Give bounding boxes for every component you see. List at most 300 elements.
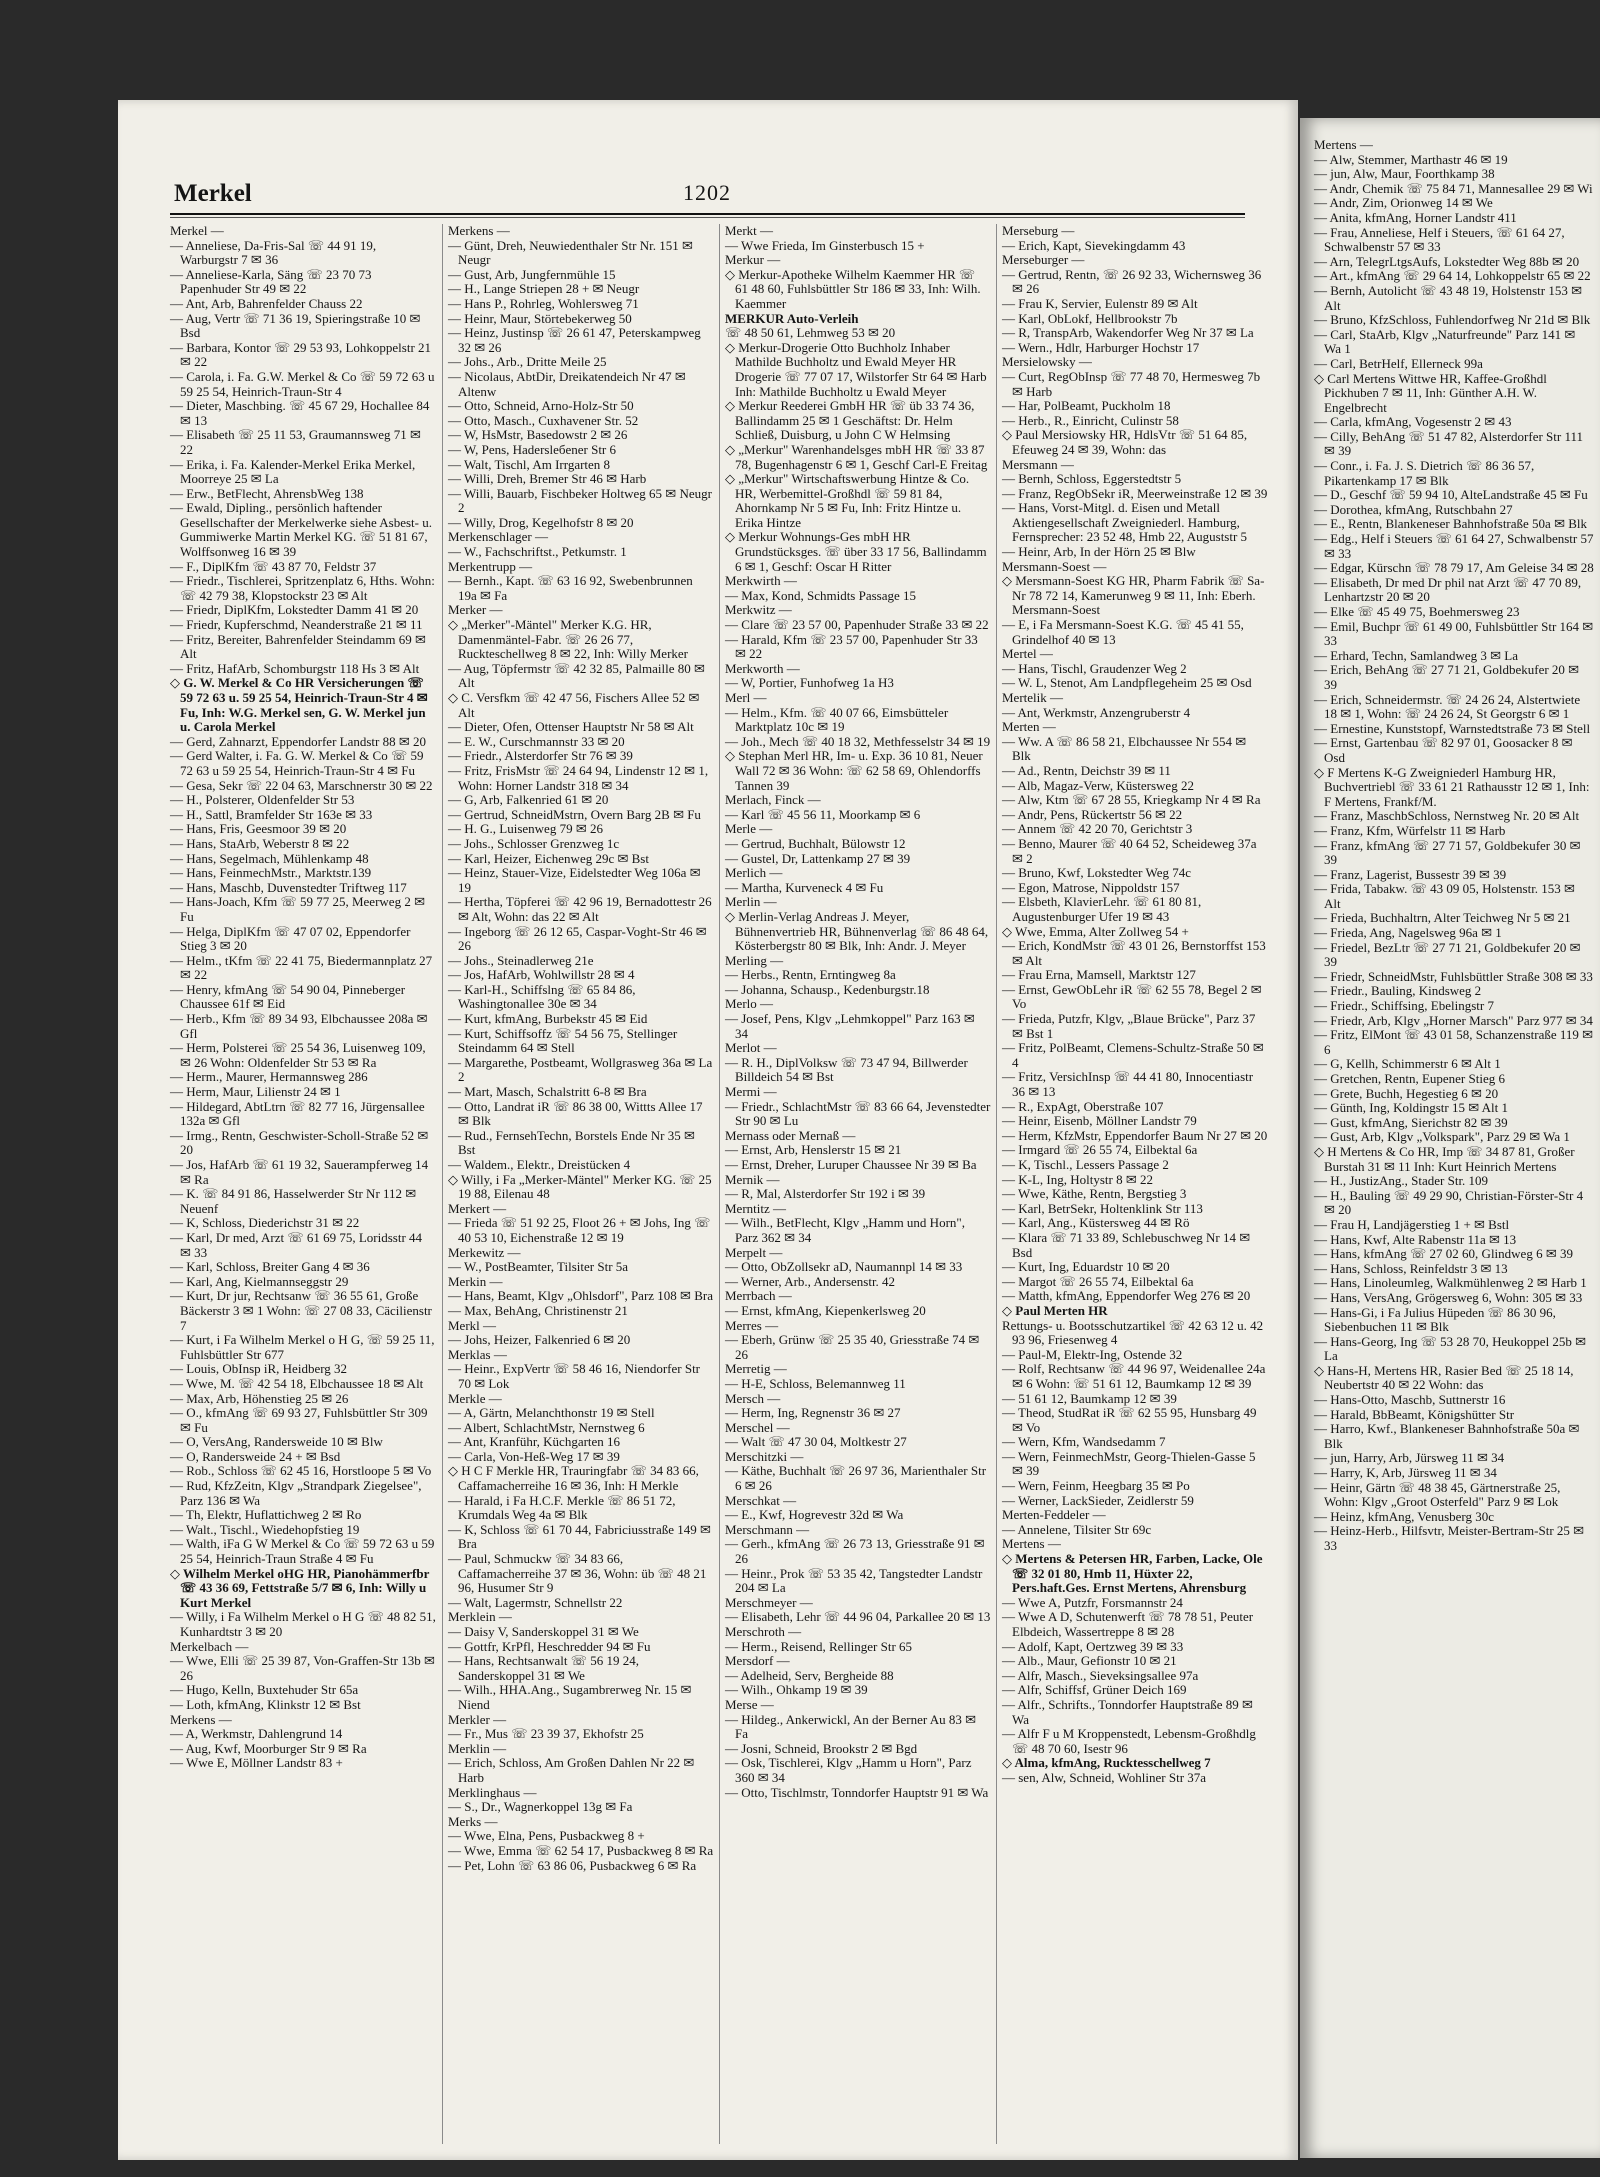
directory-entry: — Rob., Schloss ☏ 62 45 16, Horstloopе 5 ✉ Vo (170, 1463, 432, 1479)
directory-entry: — Carl, StaArb, Klgv „Naturfreunde" Parz 141 ✉ Wa 1 (1314, 326, 1576, 357)
directory-entry: — Edgar, Kürschn ☏ 78 79 17, Am Geleise 34 ✉ 28 (1314, 560, 1594, 576)
directory-entry: — Hildegard, AbtLtrn ☏ 82 77 16, Jürgensallee 132a ✉ Gfl (170, 1098, 425, 1129)
directory-entry: — K. ☏ 84 91 86, Hasselwerder Str Nr 112 ✉ Neuenf (170, 1186, 417, 1216)
directory-entry: Merkens — (170, 1711, 232, 1727)
directory-entry: MERKUR Auto-Verleih (725, 310, 859, 326)
directory-entry: — Hans, Linoleumleg, Walkmühlenweg 2 ✉ Harb 1 (1314, 1275, 1587, 1291)
directory-entry: Merks — (448, 1813, 498, 1829)
directory-entry: ◇ Paul Merten HR (1002, 1302, 1108, 1318)
directory-entry: — Otto, ObZollsekr aD, Naumannpl 14 ✉ 33 (725, 1259, 963, 1275)
header-rule (170, 213, 1245, 215)
directory-entry: — Franz, Lagerist, Bussestr 39 ✉ 39 (1314, 866, 1507, 882)
directory-entry: — Günt, Dreh, Neuwiedenthaler Str Nr. 151 ✉ Neugr (448, 237, 693, 268)
directory-entry: — Heinr, Gärtn ☏ 48 38 45, Gärtnerstraße 25, Wohn: Klgv „Groot Osterfeld" Parz 9 ✉ Lok (1314, 1479, 1561, 1510)
column-divider (996, 224, 997, 2144)
directory-entry: Merkwirth — (725, 573, 797, 589)
directory-entry: — Willy, i Fa Wilhelm Merkel o H G ☏ 48 82 51, Kunhardtstr 3 ✉ 20 (170, 1609, 436, 1639)
directory-entry: — Karl-H., Schiffslng ☏ 65 84 86, Washingtonallee 30e ✉ 34 (448, 981, 636, 1012)
directory-entry: — Andr, Zim, Orionweg 14 ✉ We (1314, 195, 1493, 211)
directory-entry: — Osk, Tischlerei, Klgv „Hamm u Horn", Parz 360 ✉ 34 (725, 1755, 972, 1785)
directory-entry: — K, Tischl., Lessers Passage 2 (1002, 1157, 1169, 1172)
directory-entry: — Harald, i Fa H.C.F. Merkle ☏ 86 51 72, Krumdals Weg 4a ✉ Blk (448, 1492, 676, 1523)
directory-entry: — E., Rentn, Blankeneser Bahnhofstraße 50a ✉ Blk (1314, 516, 1587, 532)
directory-entry: — Fr., Mus ☏ 23 39 37, Ekhofstr 25 (448, 1726, 644, 1742)
directory-entry: — Erich, Schneidermstr. ☏ 24 26 24, Alstertwiete 18 ✉ 1, Wohn: ☏ 24 26 24, St Georgstr 6 ✉ 1 (1314, 691, 1581, 722)
directory-entry: ◇ Mertens & Petersen HR, Farben, Lacke, Ole ☏ 32 01 80, Hmb 11, Hüxter 22, Pers.haft.Ges. Ernst Mertens, Ahrensburg (1002, 1551, 1263, 1596)
directory-entry: — Erich, KondMstr ☏ 43 01 26, Bernstorffst 153 ✉ Alt (1002, 938, 1266, 968)
directory-entry: — E., Kwf, Hogrevestr 32d ✉ Wa (725, 1507, 904, 1523)
directory-entry: Rettungs- u. Bootsschutzartikel ☏ 42 63 12 u. 42 93 96, Friesenweg 4 (1002, 1317, 1264, 1348)
column-divider (719, 224, 720, 2144)
directory-entry: — Ad., Rentn, Deichstr 39 ✉ 11 (1002, 762, 1171, 778)
directory-entry: — Hugo, Kelln, Buxtehuder Str 65a (170, 1682, 359, 1698)
directory-entry: — Hans, Fris, Geesmoor 39 ✉ 20 (170, 821, 347, 837)
directory-entry: — Gesa, Sekr ☏ 22 04 63, Marschnerstr 30 ✉ 22 (170, 777, 433, 793)
directory-entry: — Johs., Steinadlerweg 21e (448, 952, 594, 968)
directory-entry: — Alb., Maur, Gefionstr 10 ✉ 21 (1002, 1653, 1177, 1669)
directory-entry: — Gust, kfmAng, Sierichstr 82 ✉ 39 (1314, 1114, 1508, 1130)
directory-entry: — Gertrud, SchneidMstrn, Overn Barg 2B ✉ Fu (448, 806, 701, 822)
directory-entry: ◇ Hans-H, Mertens HR, Rasier Bed ☏ 25 18 14, Neubertstr 40 ✉ 22 Wohn: das (1314, 1362, 1574, 1393)
directory-page (118, 100, 1298, 2160)
directory-entry: — Dieter, Ofen, Ottenser Hauptstr Nr 58 ✉ Alt (448, 719, 694, 735)
directory-entry: ◇ Paul Mersiowsky HR, HdlsVtr ☏ 51 64 85, Efeuweg 24 ✉ 39, Wohn: das (1002, 427, 1248, 457)
directory-entry: — Ernst, Arb, Henslerstr 15 ✉ 21 (725, 1142, 902, 1158)
directory-entry: — Harro, Kwf., Blankeneser Bahnhofstraße 50a ✉ Blk (1314, 1421, 1580, 1451)
directory-entry: Mernik — (725, 1171, 780, 1187)
directory-entry: — Herm, KfzMstr, Eppendorfer Baum Nr 27 ✉ 20 (1002, 1127, 1268, 1143)
directory-entry: Merlich — (725, 865, 783, 881)
directory-entry: Merkenschlager — (448, 529, 548, 545)
directory-entry: — Fritz, Bereiter, Bahrenfelder Steindamm 69 ✉ Alt (170, 631, 426, 662)
directory-entry: — O., kfmAng ☏ 69 93 27, Fuhlsbüttler Str 309 ✉ Fu (170, 1405, 428, 1435)
header-rule-thin (170, 217, 1245, 218)
directory-entry: — Hildeg., Ankerwickl, An der Berner Au 83 ✉ Fa (725, 1711, 976, 1742)
directory-entry: — Herm, Maur, Lilienstr 24 ✉ 1 (170, 1084, 341, 1100)
directory-entry: — Wern, FeinmechMstr, Georg-Thielen-Gasse 5 ✉ 39 (1002, 1448, 1256, 1479)
directory-entry: — Hans, Beamt, Klgv „Ohlsdorf", Parz 108 ✉ Bra (448, 1288, 713, 1304)
directory-entry: — Wilh., BetFlecht, Klgv „Hamm und Horn", Parz 362 ✉ 34 (725, 1215, 965, 1245)
directory-entry: — Walt, Lagermstr, Schnellstr 22 (448, 1594, 623, 1610)
directory-entry: Merrbach — (725, 1288, 792, 1304)
directory-entry: — Alfr F u M Kroppenstedt, Lebensm-Großhdlg ☏ 48 70 60, Isestr 96 (1002, 1726, 1256, 1756)
directory-entry: — jun, Alw, Maur, Foorthkamp 38 (1314, 166, 1495, 182)
directory-entry: — Hans-Georg, Ing ☏ 53 28 70, Heukoppel 25b ✉ La (1314, 1333, 1587, 1364)
directory-entry: — Josni, Schneid, Brookstr 2 ✉ Bgd (725, 1740, 918, 1756)
directory-entry: — Hans-Gi, i Fa Julius Hüpeden ☏ 86 30 96, Siebenbuchen 11 ✉ Blk (1314, 1304, 1556, 1335)
directory-entry: Merkle — (448, 1390, 502, 1406)
directory-entry: Merschmann — (725, 1521, 810, 1537)
directory-entry: — Art., kfmAng ☏ 29 64 14, Lohkoppelstr 65 ✉ 22 (1314, 268, 1591, 284)
directory-entry: — Ant, Arb, Bahrenfelder Chauss 22 (170, 295, 363, 311)
directory-entry: Merretig — (725, 1361, 787, 1377)
directory-entry: Merlin — (725, 894, 777, 910)
directory-entry: — Elisabeth, Dr med Dr phil nat Arzt ☏ 47 70 89, Lenhartzstr 20 ✉ 20 (1314, 574, 1582, 605)
directory-entry: — Willi, Bauarb, Fischbeker Holtweg 65 ✉ Neugr 2 (448, 485, 712, 516)
directory-entry: — Friedr., Bauling, Kindsweg 2 (1314, 983, 1482, 999)
directory-entry: — Heinz, Justinsp ☏ 26 61 47, Peterskampweg 32 ✉ 26 (448, 325, 701, 355)
directory-entry: — Wilh., Ohkamp 19 ✉ 39 (725, 1682, 868, 1698)
directory-entry: — Günth, Ing, Koldingstr 15 ✉ Alt 1 (1314, 1100, 1508, 1116)
directory-entry: — Aug, Kwf, Moorburger Str 9 ✉ Ra (170, 1740, 367, 1756)
directory-entry: — Gerd, Zahnarzt, Eppendorfer Landstr 88 ✉ 20 (170, 733, 427, 749)
directory-entry: — Elke ☏ 45 49 75, Boehmersweg 23 (1314, 604, 1520, 619)
directory-entry: — Kurt, kfmAng, Burbekstr 45 ✉ Eid (448, 1011, 648, 1027)
directory-entry: — D., Geschf ☏ 59 94 10, AlteLandstraße 45 ✉ Fu (1314, 487, 1588, 503)
directory-entry: — Karl, Schloss, Breiter Gang 4 ✉ 36 (170, 1259, 370, 1275)
directory-entry: — Bernh., Kapt. ☏ 63 16 92, Swebenbrunnen 19a ✉ Fa (448, 573, 693, 603)
directory-entry: — Alb, Magaz-Verw, Küstersweg 22 (1002, 777, 1194, 793)
directory-entry: — Frau, Anneliese, Helf i Steuers, ☏ 61 64 27, Schwalbenstr 57 ✉ 33 (1314, 224, 1565, 255)
directory-entry: — Alw, Ktm ☏ 67 28 55, Kriegkamp Nr 4 ✉ Ra (1002, 792, 1261, 808)
directory-entry: Merten — (1002, 719, 1056, 735)
directory-entry: ☏ 48 50 61, Lehmweg 53 ✉ 20 (725, 325, 896, 341)
directory-entry: ◇ „Merker"-Mäntel" Merker K.G. HR, Damenmäntel-Fabr. ☏ 26 26 77, Ruckteschellweg 8 ✉ 22, Inh: Willy Merker (448, 617, 688, 662)
directory-entry: — O, VersAng, Randersweide 10 ✉ Blw (170, 1434, 383, 1450)
directory-entry: — Herb., R., Einricht, Culinstr 58 (1002, 412, 1179, 428)
directory-entry: — Albert, SchlachtMstr, Nernstweg 6 (448, 1419, 645, 1435)
directory-entry: — Curt, RegObInsp ☏ 77 48 70, Hermesweg 7b ✉ Harb (1002, 368, 1261, 399)
directory-entry: — Friedr., Tischlerei, Spritzenplatz 6, Hths. Wohn: ☏ 42 79 38, Klopstockstr 23 ✉ Alt (170, 573, 435, 603)
directory-entry: Merschitzki — (725, 1448, 804, 1464)
directory-entry: — Rolf, Rechtsanw ☏ 44 96 97, Weidenallee 24a ✉ 6 Wohn: ☏ 51 61 12, Baumkamp 12 ✉ 39 (1002, 1361, 1266, 1391)
directory-entry: — W. L, Stenot, Am Landpflegeheim 25 ✉ Osd (1002, 675, 1252, 691)
directory-entry: — Gerh., kfmAng ☏ 26 73 13, Griesstraße 91 ✉ 26 (725, 1536, 985, 1567)
directory-entry: — Loth, kfmAng, Klinkstr 12 ✉ Bst (170, 1696, 361, 1712)
directory-entry: — Johs., Schlosser Grenzweg 1c (448, 835, 620, 851)
directory-entry: — Max, Arb, Höhenstieg 25 ✉ 26 (170, 1390, 349, 1406)
directory-entry: Merseburger — (1002, 252, 1085, 268)
directory-entry: ◇ Merkur-Drogerie Otto Buchholz Inhaber Mathilde Buchholtz und Ewald Meyer HR Drogerie ☏ 77 07 17, Wilstorfer Str 64 ✉ Harb Inh: Mathilde Buchholtz u Ewald Meyer (725, 339, 987, 399)
directory-entry: — Käthe, Buchhalt ☏ 26 97 36, Marienthaler Str 6 ✉ 26 (725, 1463, 987, 1494)
directory-entry: — Egon, Matrose, Nippoldstr 157 (1002, 879, 1180, 895)
directory-entry: — Gustel, Dr, Lattenkamp 27 ✉ 39 (725, 850, 911, 866)
directory-entry: — H., Polsterer, Oldenfelder Str 53 (170, 792, 355, 808)
directory-entry: — Fritz, HafArb, Schomburgstr 118 Hs 3 ✉ Alt (170, 660, 420, 676)
directory-entry: — Wwe, M. ☏ 42 54 18, Elbchaussee 18 ✉ Alt (170, 1375, 424, 1391)
directory-entry: — Bruno, KfzSchloss, Fuhlendorfweg Nr 21d ✉ Blk (1314, 312, 1591, 328)
directory-entry: — Karl, Ang., Küstersweg 44 ✉ Rö (1002, 1215, 1190, 1231)
directory-entry: — Hans, Segelmach, Mühlenkamp 48 (170, 850, 369, 866)
directory-entry: Merkentrupp — (448, 558, 533, 574)
directory-entry: — Walth, iFa G W Merkel & Co ☏ 59 72 63 u 59 25 54, Heinrich-Traun Straße 4 ✉ Fu (170, 1536, 435, 1567)
directory-entry: ◇ Alma, kfmAng, Rucktesschellweg 7 (1002, 1755, 1211, 1771)
directory-entry: ◇ G. W. Merkel & Co HR Versicherungen ☏ 59 72 63 u. 59 25 54, Heinrich-Traun-Str 4 ✉ Fu, Inh: W.G. Merkel sen, G. W. Merkel jun u. Carola Merkel (170, 675, 428, 735)
directory-entry: — K, Schloss ☏ 61 70 44, Fabriciusstraße 149 ✉ Bra (448, 1521, 711, 1552)
directory-entry: — Erich, Kapt, Sievekingdamm 43 (1002, 237, 1186, 253)
directory-entry: — Frau Erna, Mamsell, Marktstr 127 (1002, 967, 1196, 983)
directory-entry: — S., Dr., Wagnerkoppel 13g ✉ Fa (448, 1799, 633, 1815)
directory-entry: — Anneliese, Da-Fris-Sal ☏ 44 91 19, Warburgstr 7 ✉ 36 (170, 237, 377, 268)
directory-entry: — Hans, kfmAng ☏ 27 02 60, Glindweg 6 ✉ 39 (1314, 1246, 1573, 1262)
directory-entry: — sen, Alw, Schneid, Wohliner Str 37a (1002, 1769, 1207, 1785)
directory-entry: Merkens — (448, 223, 510, 238)
directory-entry: ◇ Wilhelm Merkel oHG HR, Pianohämmerfbr ☏ 43 36 69, Fettstraße 5/7 ✉ 6, Inh: Willy u Kurt Merkel (170, 1565, 430, 1610)
directory-entry: — Hans P., Rohrleg, Wohlersweg 71 (448, 295, 639, 311)
directory-column-4 (1002, 224, 1268, 1786)
directory-entry: — Hans-Joach, Kfm ☏ 59 77 25, Meerweg 2 ✉ Fu (170, 894, 425, 924)
directory-entry: ◇ „Merkur" Wirtschaftswerbung Hintze & Co. HR, Werbemittel-Großhdl ☏ 59 81 84, Ahornkamp Nr 5 ✉ Fu, Inh: Fritz Hintze u. Erika Hintze (725, 471, 970, 530)
directory-entry: — Friedr., SchlachtMstr ☏ 83 66 64, Jevenstedter Str 90 ✉ Lu (725, 1098, 991, 1129)
directory-entry: — Karl, BetrSekr, Holtenklink Str 113 (1002, 1200, 1203, 1216)
directory-entry: Merntitz — (725, 1200, 787, 1216)
directory-entry: — Alfr, Schiffsf, Grüner Deich 169 (1002, 1682, 1187, 1698)
directory-entry: — Andr, Chemik ☏ 75 84 71, Mannesallee 29 ✉ Wi (1314, 180, 1593, 196)
directory-entry: — Jos, HafArb, Wohlwillstr 28 ✉ 4 (448, 967, 635, 983)
directory-entry: Merschroth — (725, 1624, 802, 1639)
directory-entry: Merseburg — (1002, 223, 1075, 238)
directory-entry: — Dorothea, kfmAng, Rutschbahn 27 (1314, 501, 1513, 517)
directory-entry: Merschkat — (725, 1492, 797, 1508)
directory-entry: — R, TranspArb, Wakendorfer Weg Nr 37 ✉ La (1002, 325, 1254, 341)
directory-entry: — Adolf, Kapt, Oertzweg 39 ✉ 33 (1002, 1638, 1184, 1654)
directory-entry: — A, Gärtn, Melanchthonstr 19 ✉ Stell (448, 1405, 655, 1421)
directory-entry: — Gerd Walter, i. Fa. G. W. Merkel & Co ☏ 59 72 63 u 59 25 54, Heinrich-Traun-Str 4 ✉ Fu (170, 748, 424, 778)
directory-entry: Merklinghaus — (448, 1784, 537, 1800)
directory-entry: — Kurt, i Fa Wilhelm Merkel o H G, ☏ 59 25 11, Fuhlsbüttler Str 677 (170, 1332, 435, 1362)
directory-entry: — H., Bauling ☏ 49 29 90, Christian-Förster-Str 4 ✉ 20 (1314, 1187, 1584, 1218)
directory-entry: — Ww. A ☏ 86 58 21, Elbchaussee Nr 554 ✉ Blk (1002, 733, 1247, 764)
directory-entry: — Herm, Ing, Regnenstr 36 ✉ 27 (725, 1405, 901, 1421)
directory-entry: ◇ Carl Mertens Wittwe HR, Kaffee-Großhdl Pickhuben 7 ✉ 11, Inh: Günther A.H. W. Engelbrecht (1314, 370, 1547, 415)
directory-entry: ◇ Mersmann-Soest KG HR, Pharm Fabrik ☏ Sa-Nr 78 72 14, Kamerunweg 9 ✉ 11, Inh: Eberh. Mersmann-Soest (1002, 573, 1265, 618)
directory-entry: — Friedr., Schiffsing, Ebelingstr 7 (1314, 998, 1494, 1014)
directory-entry: — A, Werkmstr, Dahlengrund 14 (170, 1726, 343, 1742)
directory-entry: ◇ Wwe, Emma, Alter Zollweg 54 + (1002, 923, 1189, 939)
directory-entry: — Bruno, Kwf, Lokstedter Weg 74c (1002, 865, 1191, 881)
directory-entry: — Friedr, Arb, Klgv „Horner Marsch" Parz 977 ✉ 34 (1314, 1012, 1593, 1028)
directory-entry: — W., Fachschriftst., Petkumstr. 1 (448, 544, 627, 560)
directory-entry: — Barbara, Kontor ☏ 29 53 93, Lohkoppelstr 21 ✉ 22 (170, 339, 432, 370)
directory-entry: — Franz, kfmAng ☏ 27 71 57, Goldbekufer 30 ✉ 39 (1314, 837, 1581, 868)
directory-entry: — Heinr., ExpVertr ☏ 58 46 16, Niendorfer Str 70 ✉ Lok (448, 1361, 701, 1391)
directory-entry: — Helm., tKfm ☏ 22 41 75, Biedermannplatz 27 ✉ 22 (170, 952, 433, 983)
directory-entry: — Herm, Polsterei ☏ 25 54 36, Luisenweg 109, ✉ 26 Wohn: Oldenfelder Str 53 ✉ Ra (170, 1040, 426, 1070)
directory-entry: — Joh., Mech ☏ 40 18 32, Methfesselstr 34 ✉ 19 (725, 733, 991, 749)
directory-entry: ◇ Merkur Reederei GmbH HR ☏ üb 33 74 36, Ballindamm 25 ✉ 1 Geschäftst: Dr. Helm Schließ, Duisburg, u John C W Helmsing (725, 398, 975, 443)
directory-entry: — G, Kellh, Schimmerstr 6 ✉ Alt 1 (1314, 1056, 1501, 1072)
directory-entry: Mermi — (725, 1084, 777, 1100)
directory-entry: — Wern., Hdlr, Harburger Hochstr 17 (1002, 339, 1200, 355)
directory-entry: — Heinz, Stauer-Vize, Eidelstedter Weg 106a ✉ 19 (448, 865, 701, 895)
directory-entry: — Clare ☏ 23 57 00, Papenhuder Straße 33 ✉ 22 (725, 617, 989, 633)
directory-entry: — Fritz, PolBeamt, Clemens-Schultz-Straße 50 ✉ 4 (1002, 1040, 1264, 1070)
directory-entry: Merkler — (448, 1711, 507, 1727)
directory-entry: — Gertrud, Rentn, ☏ 26 92 33, Wichernsweg 36 ✉ 26 (1002, 266, 1262, 297)
directory-entry: — Annem ☏ 42 20 70, Gerichtstr 3 (1002, 821, 1193, 837)
directory-entry: ◇ H Mertens & Co HR, Imp ☏ 34 87 81, Großer Burstah 31 ✉ 11 Inh: Kurt Heinrich Mertens (1314, 1143, 1575, 1174)
directory-entry: Mersmann-Soest — (1002, 558, 1107, 574)
directory-entry: ◇ Stephan Merl HR, Im- u. Exp. 36 10 81, Neuer Wall 72 ✉ 36 Wohn: ☏ 62 58 69, Ohlendorffs Tannen 39 (725, 748, 983, 793)
directory-entry: — Erich, Schloss, Am Großen Dahlen Nr 22 ✉ Harb (448, 1755, 695, 1785)
directory-entry: — Frida, Tabakw. ☏ 43 09 05, Holstenstr. 153 ✉ Alt (1314, 881, 1575, 911)
directory-entry: — R, Mal, Alsterdorfer Str 192 i ✉ 39 (725, 1186, 926, 1202)
directory-entry: — Irmgard ☏ 26 55 74, Eilbektal 6a (1002, 1142, 1198, 1158)
directory-entry: — Max, Kond, Schmidts Passage 15 (725, 587, 917, 603)
directory-entry: — Karl, Ang, Kielmannseggstr 29 (170, 1273, 349, 1289)
directory-entry: — Harald, Kfm ☏ 23 57 00, Papenhuder Str 33 ✉ 22 (725, 631, 978, 662)
directory-entry: — Kurt, Dr jur, Rechtsanw ☏ 36 55 61, Große Bäckerstr 3 ✉ 1 Wohn: ☏ 27 08 33, Cäcilienstr 7 (170, 1288, 432, 1333)
directory-entry: — Harald, BbBeamt, Königshütter Str (1314, 1406, 1515, 1422)
directory-entry: — F., DiplKfm ☏ 43 87 70, Feldstr 37 (170, 558, 377, 574)
directory-entry: — Anita, kfmAng, Horner Landstr 411 (1314, 209, 1517, 225)
directory-entry: — Dieter, Maschbing. ☏ 45 67 29, Hochallee 84 ✉ 13 (170, 398, 430, 428)
directory-entry: — E. W., Curschmannstr 33 ✉ 20 (448, 733, 625, 749)
directory-entry: — Friedr, Kupferschmd, Neanderstraße 21 ✉ 11 (170, 617, 423, 633)
directory-entry: — Cilly, BehAng ☏ 51 47 82, Alsterdorfer Str 111 ✉ 39 (1314, 428, 1584, 459)
directory-entry: — Bernh, Schloss, Eggerstedtstr 5 (1002, 471, 1182, 487)
directory-entry: — Ingeborg ☏ 26 12 65, Caspar-Voght-Str 46 ✉ 26 (448, 923, 707, 954)
directory-entry: — Rud., FernsehTechn, Borstels Ende Nr 35 ✉ Bst (448, 1127, 695, 1158)
directory-entry: — jun, Harry, Arb, Jürsweg 11 ✉ 34 (1314, 1450, 1505, 1466)
directory-entry: — Franz, Kfm, Würfelstr 11 ✉ Harb (1314, 822, 1506, 838)
directory-entry: — Wwe, Elli ☏ 25 39 87, Von-Graffen-Str 13b ✉ 26 (170, 1653, 435, 1683)
directory-entry: — Kurt, Ing, Eduardstr 10 ✉ 20 (1002, 1259, 1170, 1275)
directory-entry: — Gottfr, KrPfl, Heschredder 94 ✉ Fu (448, 1638, 651, 1654)
directory-entry: ◇ F Mertens K-G Zweigniederl Hamburg HR, Buchvertriebl ☏ 33 61 21 Rathausstr 12 ✉ 1, Inh: F Mertens, Frankf/M. (1314, 764, 1590, 809)
directory-entry: — H., Lange Striepen 28 + ✉ Neugr (448, 281, 640, 297)
directory-entry: — K, Schloss, Diederichstr 31 ✉ 22 (170, 1215, 360, 1231)
directory-entry: — Karl ☏ 45 56 11, Moorkamp ✉ 6 (725, 806, 921, 822)
directory-entry: Mertelik — (1002, 690, 1064, 705)
directory-entry: Merkl — (448, 1317, 497, 1333)
page-number: 1202 (683, 180, 731, 205)
directory-entry: — Jos, HafArb ☏ 61 19 32, Sauerampferweg 14 ✉ Ra (170, 1157, 429, 1187)
directory-entry: Mersch — (725, 1390, 781, 1406)
directory-entry: Merse — (725, 1696, 774, 1712)
directory-entry: — Adelheid, Serv, Bergheide 88 (725, 1667, 894, 1683)
directory-entry: — Heinr, Eisenb, Möllner Landstr 79 (1002, 1113, 1197, 1129)
directory-entry: Mertens — (1314, 137, 1373, 152)
directory-entry: — R. H., DiplVolksw ☏ 73 47 94, Billwerder Billdeich 54 ✉ Bst (725, 1054, 968, 1085)
directory-entry: — Friedr, SchneidMstr, Fuhlsbüttler Straße 308 ✉ 33 (1314, 968, 1593, 984)
directory-entry: — Karl, ObLokf, Hellbrookstr 7b (1002, 310, 1178, 326)
directory-entry: — Friedr, DiplKfm, Lokstedter Damm 41 ✉ 20 (170, 602, 419, 618)
directory-entry: — Carla, kfmAng, Vogesenstr 2 ✉ 43 (1314, 414, 1512, 430)
directory-entry: — Hans, Rechtsanwalt ☏ 56 19 24, Sanderskoppel 31 ✉ We (448, 1653, 640, 1683)
directory-entry: — Heinz, kfmAng, Venusberg 30c (1314, 1508, 1495, 1524)
directory-entry: — Willy, Drog, Kegelhofstr 8 ✉ 20 (448, 514, 634, 530)
directory-entry: Mersdorf — (725, 1653, 790, 1669)
directory-entry: Merschmeyer — (725, 1594, 813, 1610)
directory-entry: — Heinr, Arb, In der Hörn 25 ✉ Blw (1002, 544, 1196, 560)
directory-entry: — Elisabeth ☏ 25 11 53, Graumannsweg 71 ✉ 22 (170, 427, 421, 457)
directory-entry: — Franz, MaschbSchloss, Nernstweg Nr. 20 ✉ Alt (1314, 808, 1580, 824)
directory-entry: — Gertrud, Buchhalt, Bülowstr 12 (725, 835, 906, 851)
directory-entry: — Wilh., HHA.Ang., Sugambrerweg Nr. 15 ✉ Niend (448, 1682, 692, 1712)
directory-entry: — Carola, i. Fa. G.W. Merkel & Co ☏ 59 72 63 u 59 25 54, Heinrich-Traun-Str 4 (170, 368, 435, 399)
directory-entry: — Hans, Maschb, Duvenstedter Triftweg 117 (170, 879, 407, 895)
directory-entry: — Heinr, Maur, Störtebekerweg 50 (448, 310, 632, 326)
directory-entry: Merker — (448, 602, 503, 618)
directory-entry: — Alfr, Masch., Sieveksingsallee 97a (1002, 1667, 1199, 1683)
directory-entry: — Ernst, Dreher, Luruper Chaussee Nr 39 ✉ Ba (725, 1157, 977, 1172)
directory-entry: — Fritz, VersichInsp ☏ 44 41 80, Innocentiastr 36 ✉ 13 (1002, 1069, 1254, 1100)
directory-entry: — Aug, Vertr ☏ 71 36 19, Spieringstraße 10 ✉ Bsd (170, 310, 421, 341)
directory-entry: — E, i Fa Mersmann-Soest K.G. ☏ 45 41 55, Grindelhof 40 ✉ 13 (1002, 617, 1244, 647)
directory-entry: Merle — (725, 821, 773, 837)
directory-entry: — Erika, i. Fa. Kalender-Merkel Erika Merkel, Moorreye 25 ✉ La (170, 456, 416, 487)
directory-entry: — W, HsMstr, Basedowstr 2 ✉ 26 (448, 427, 628, 443)
directory-entry: Merlot — (725, 1040, 777, 1056)
directory-entry: — Herm., Maurer, Hermannsweg 286 (170, 1069, 368, 1085)
directory-entry: ◇ H C F Merkle HR, Trauringfabr ☏ 34 83 66, Caffamacherreihe 16 ✉ 36, Inh: H Merkle (448, 1463, 699, 1494)
directory-entry: — Ernst, GewObLehr iR ☏ 62 55 78, Begel 2 ✉ Vo (1002, 981, 1262, 1012)
directory-entry: — Grete, Buchh, Hegestieg 6 ✉ 20 (1314, 1085, 1499, 1101)
directory-entry: — Wern, Kfm, Wandsedamm 7 (1002, 1434, 1166, 1450)
directory-entry: — Hans, StaArb, Weberstr 8 ✉ 22 (170, 835, 350, 851)
directory-entry: — Erhard, Techn, Samlandweg 3 ✉ La (1314, 647, 1518, 663)
directory-entry: ◇ „Merkur" Warenhandelsges mbH HR ☏ 33 87 78, Bugenhagenstr 6 ✉ 1, Geschf Carl-E Freitag (725, 441, 988, 472)
directory-entry: — Wwe A, Putzfr, Forsmannstr 24 (1002, 1594, 1183, 1610)
directory-entry: — Franz, RegObSekr iR, Meerweinstraße 12 ✉ 39 (1002, 485, 1268, 501)
directory-entry: — Wwe E, Möllner Landstr 83 + (170, 1755, 343, 1771)
directory-entry: — Rud, KfzZeitn, Klgv „Strandpark Ziegelsee", Parz 136 ✉ Wa (170, 1478, 422, 1508)
directory-entry: — Klara ☏ 71 33 89, Schlebuschweg Nr 14 ✉ Bsd (1002, 1229, 1251, 1260)
directory-entry: Merkin — (448, 1273, 503, 1289)
directory-entry: — G, Arb, Falkenried 61 ✉ 20 (448, 792, 609, 808)
directory-entry: ◇ Merkur Wohnungs-Ges mbH HR Grundstücksges. ☏ über 33 17 56, Ballindamm 6 ✉ 1, Geschf: Oscar H Ritter (725, 529, 987, 574)
directory-entry: — Wwe, Emma ☏ 62 54 17, Pusbackweg 8 ✉ Ra (448, 1842, 714, 1858)
directory-entry: Merkelbach — (170, 1638, 249, 1654)
directory-entry: — Fritz, ElMont ☏ 43 01 58, Schanzenstraße 119 ✉ 6 (1314, 1027, 1594, 1057)
directory-entry: Merkworth — (725, 660, 800, 676)
directory-entry: — Margarethe, Postbeamt, Wollgrasweg 36a ✉ La 2 (448, 1054, 713, 1085)
directory-entry: — Benno, Maurer ☏ 40 64 52, Scheideweg 37a ✉ 2 (1002, 835, 1257, 866)
directory-entry: — Heinr., Prok ☏ 53 35 42, Tangstedter Landstr 204 ✉ La (725, 1565, 983, 1596)
directory-entry: — Frieda, Ang, Nagelsweg 96a ✉ 1 (1314, 925, 1502, 941)
directory-entry: — Willi, Dreh, Bremer Str 46 ✉ Harb (448, 471, 647, 487)
directory-entry: — Erich, BehAng ☏ 27 71 21, Goldbekufer 20 ✉ 39 (1314, 662, 1580, 692)
directory-entry: Merling — (725, 952, 784, 968)
directory-entry: — Ernst, Gartenbau ☏ 82 97 01, Goosacker 8 ✉ Osd (1314, 735, 1573, 765)
directory-entry: — Gust, Arb, Jungfernmühle 15 (448, 266, 616, 282)
directory-entry: — Irmg., Rentn, Geschwister-Scholl-Straße 52 ✉ 20 (170, 1127, 429, 1158)
directory-entry: — H. G., Luisenweg 79 ✉ 26 (448, 821, 603, 837)
directory-entry: — Frieda ☏ 51 92 25, Floot 26 + ✉ Johs, Ing ☏ 40 53 10, Eichenstraße 12 ✉ 19 (448, 1215, 711, 1245)
directory-entry: — Walt., Tischl., Wiedehopfstieg 19 (170, 1521, 360, 1537)
directory-entry: Mertens — (1002, 1536, 1061, 1552)
directory-entry: — Har, PolBeamt, Puckholm 18 (1002, 398, 1171, 414)
directory-entry: — Max, BehAng, Christinenstr 21 (448, 1302, 628, 1318)
directory-entry: Merres — (725, 1317, 779, 1333)
directory-entry: — Ernestine, Kunststopf, Warnstedtstraße 73 ✉ Stell (1314, 720, 1591, 736)
directory-entry: — Eberh, Grünw ☏ 25 35 40, Griesstraße 74 ✉ 26 (725, 1332, 980, 1362)
directory-entry: — H., Sattl, Bramfelder Str 163e ✉ 33 (170, 806, 373, 822)
directory-entry: — Wwe, Käthe, Rentn, Bergstieg 3 (1002, 1186, 1187, 1202)
directory-entry: — Hans, Kwf, Alte Rabenstr 11a ✉ 13 (1314, 1231, 1517, 1247)
directory-entry: — Elisabeth, Lehr ☏ 44 96 04, Parkallee 20 ✉ 13 (725, 1609, 991, 1625)
directory-entry: — Friedr., Alsterdorfer Str 76 ✉ 39 (448, 748, 633, 764)
directory-entry: Merlo — (725, 996, 774, 1012)
directory-entry: — Wwe A D, Schutenwerft ☏ 78 78 51, Peuter Elbdeich, Wassertreppe 8 ✉ 28 (1002, 1609, 1254, 1639)
directory-entry: — Wwe, Elna, Pens, Pusbackweg 8 + (448, 1828, 645, 1844)
directory-entry: — W, Pens, Hadersleбener Str 6 (448, 441, 617, 457)
directory-entry: — Th, Elektr, Huflattichweg 2 ✉ Ro (170, 1507, 362, 1523)
directory-entry: Merkur — (725, 252, 781, 268)
directory-entry: — Johs., Arb., Dritte Meile 25 (448, 354, 607, 370)
directory-entry: — Fritz, FrisMstr ☏ 24 64 94, Lindenstr 12 ✉ 1, Wohn: Horner Landstr 318 ✉ 34 (448, 762, 709, 793)
directory-entry: — Hans, Vorst-Mitgl. d. Eisen und Metall Aktiengesellschaft Zweigniederl. Hamburg, Fernsprecher: 23 52 48, Hmb 22, Auguststr 5 (1002, 500, 1248, 545)
directory-entry: — Werner, Arb., Andersenstr. 42 (725, 1273, 896, 1289)
directory-entry: — Walt ☏ 47 30 04, Moltkestr 27 (725, 1434, 907, 1450)
directory-entry: — Heinz-Herb., Hilfsvtr, Meister-Bertram-Str 25 ✉ 33 (1314, 1523, 1585, 1553)
directory-entry: Merkert — (448, 1200, 507, 1216)
directory-entry: — Gretchen, Rentn, Eupener Stieg 6 (1314, 1071, 1505, 1086)
directory-entry: — Hertha, Töpferei ☏ 42 96 19, Bernadottestr 26 ✉ Alt, Wohn: das 22 ✉ Alt (448, 894, 712, 924)
directory-entry: ◇ C. Versfkm ☏ 42 47 56, Fischers Allee 52 ✉ Alt (448, 690, 700, 720)
directory-entry: — Bernh, Autolicht ☏ 43 48 19, Holstenstr 153 ✉ Alt (1314, 282, 1582, 313)
